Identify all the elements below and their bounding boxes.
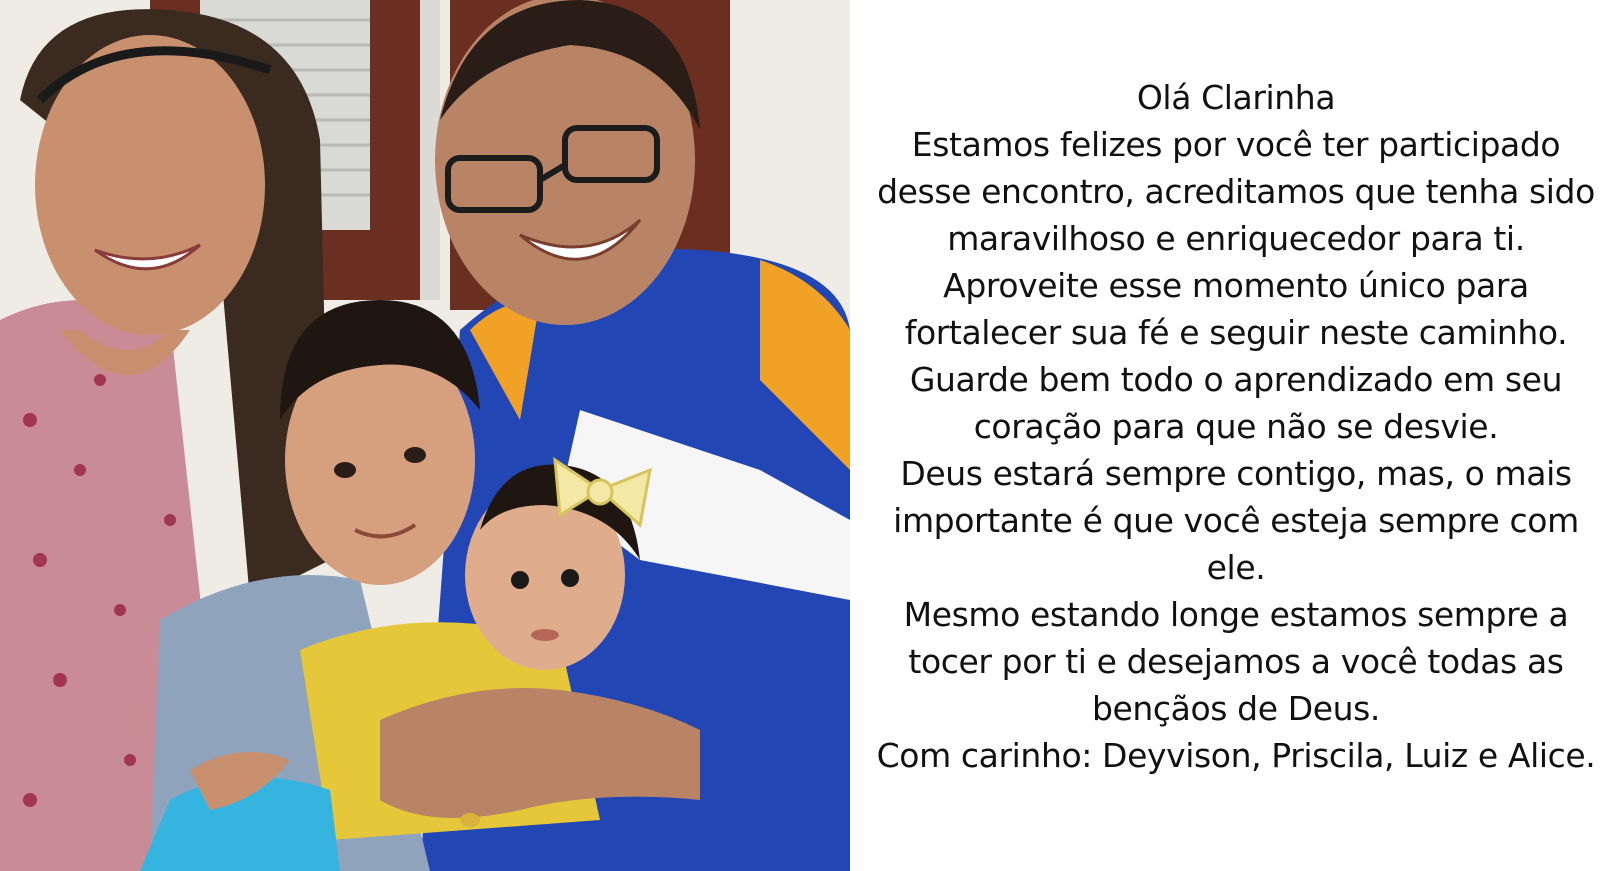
message-line: Estamos felizes por você ter participado: [911, 125, 1561, 164]
message-line: maravilhoso e enriquecedor para ti.: [947, 219, 1525, 258]
message-line: tocer por ti e desejamos a você todas as: [908, 642, 1564, 681]
message-line: desse encontro, acreditamos que tenha sido: [877, 172, 1595, 211]
greeting-message: [862, 74, 1610, 779]
message-line: coração para que não se desvie.: [973, 407, 1499, 446]
message-signature: Com carinho: Deyvison, Priscila, Luiz e Alice.: [876, 736, 1596, 775]
boy-eye-left: [334, 462, 356, 478]
message-line: ele.: [1206, 548, 1266, 587]
message-line: bençãos de Deus.: [1091, 689, 1381, 728]
greeting-title: Olá Clarinha: [1136, 78, 1336, 117]
wedding-ring: [460, 813, 480, 827]
message-line: Guarde bem todo o aprendizado em seu: [909, 360, 1563, 399]
boy-eye-right: [404, 447, 426, 463]
message-line: Mesmo estando longe estamos sempre a: [903, 595, 1569, 634]
message-line: importante é que você esteja sempre com: [893, 501, 1579, 540]
baby-mouth: [531, 629, 559, 641]
message-line: Aproveite esse momento único para: [943, 266, 1529, 305]
message-line: Deus estará sempre contigo, mas, o mais: [900, 454, 1572, 493]
baby-eye-left: [511, 571, 529, 589]
baby-eye-right: [561, 569, 579, 587]
message-line: fortalecer sua fé e seguir neste caminho.: [904, 313, 1568, 352]
